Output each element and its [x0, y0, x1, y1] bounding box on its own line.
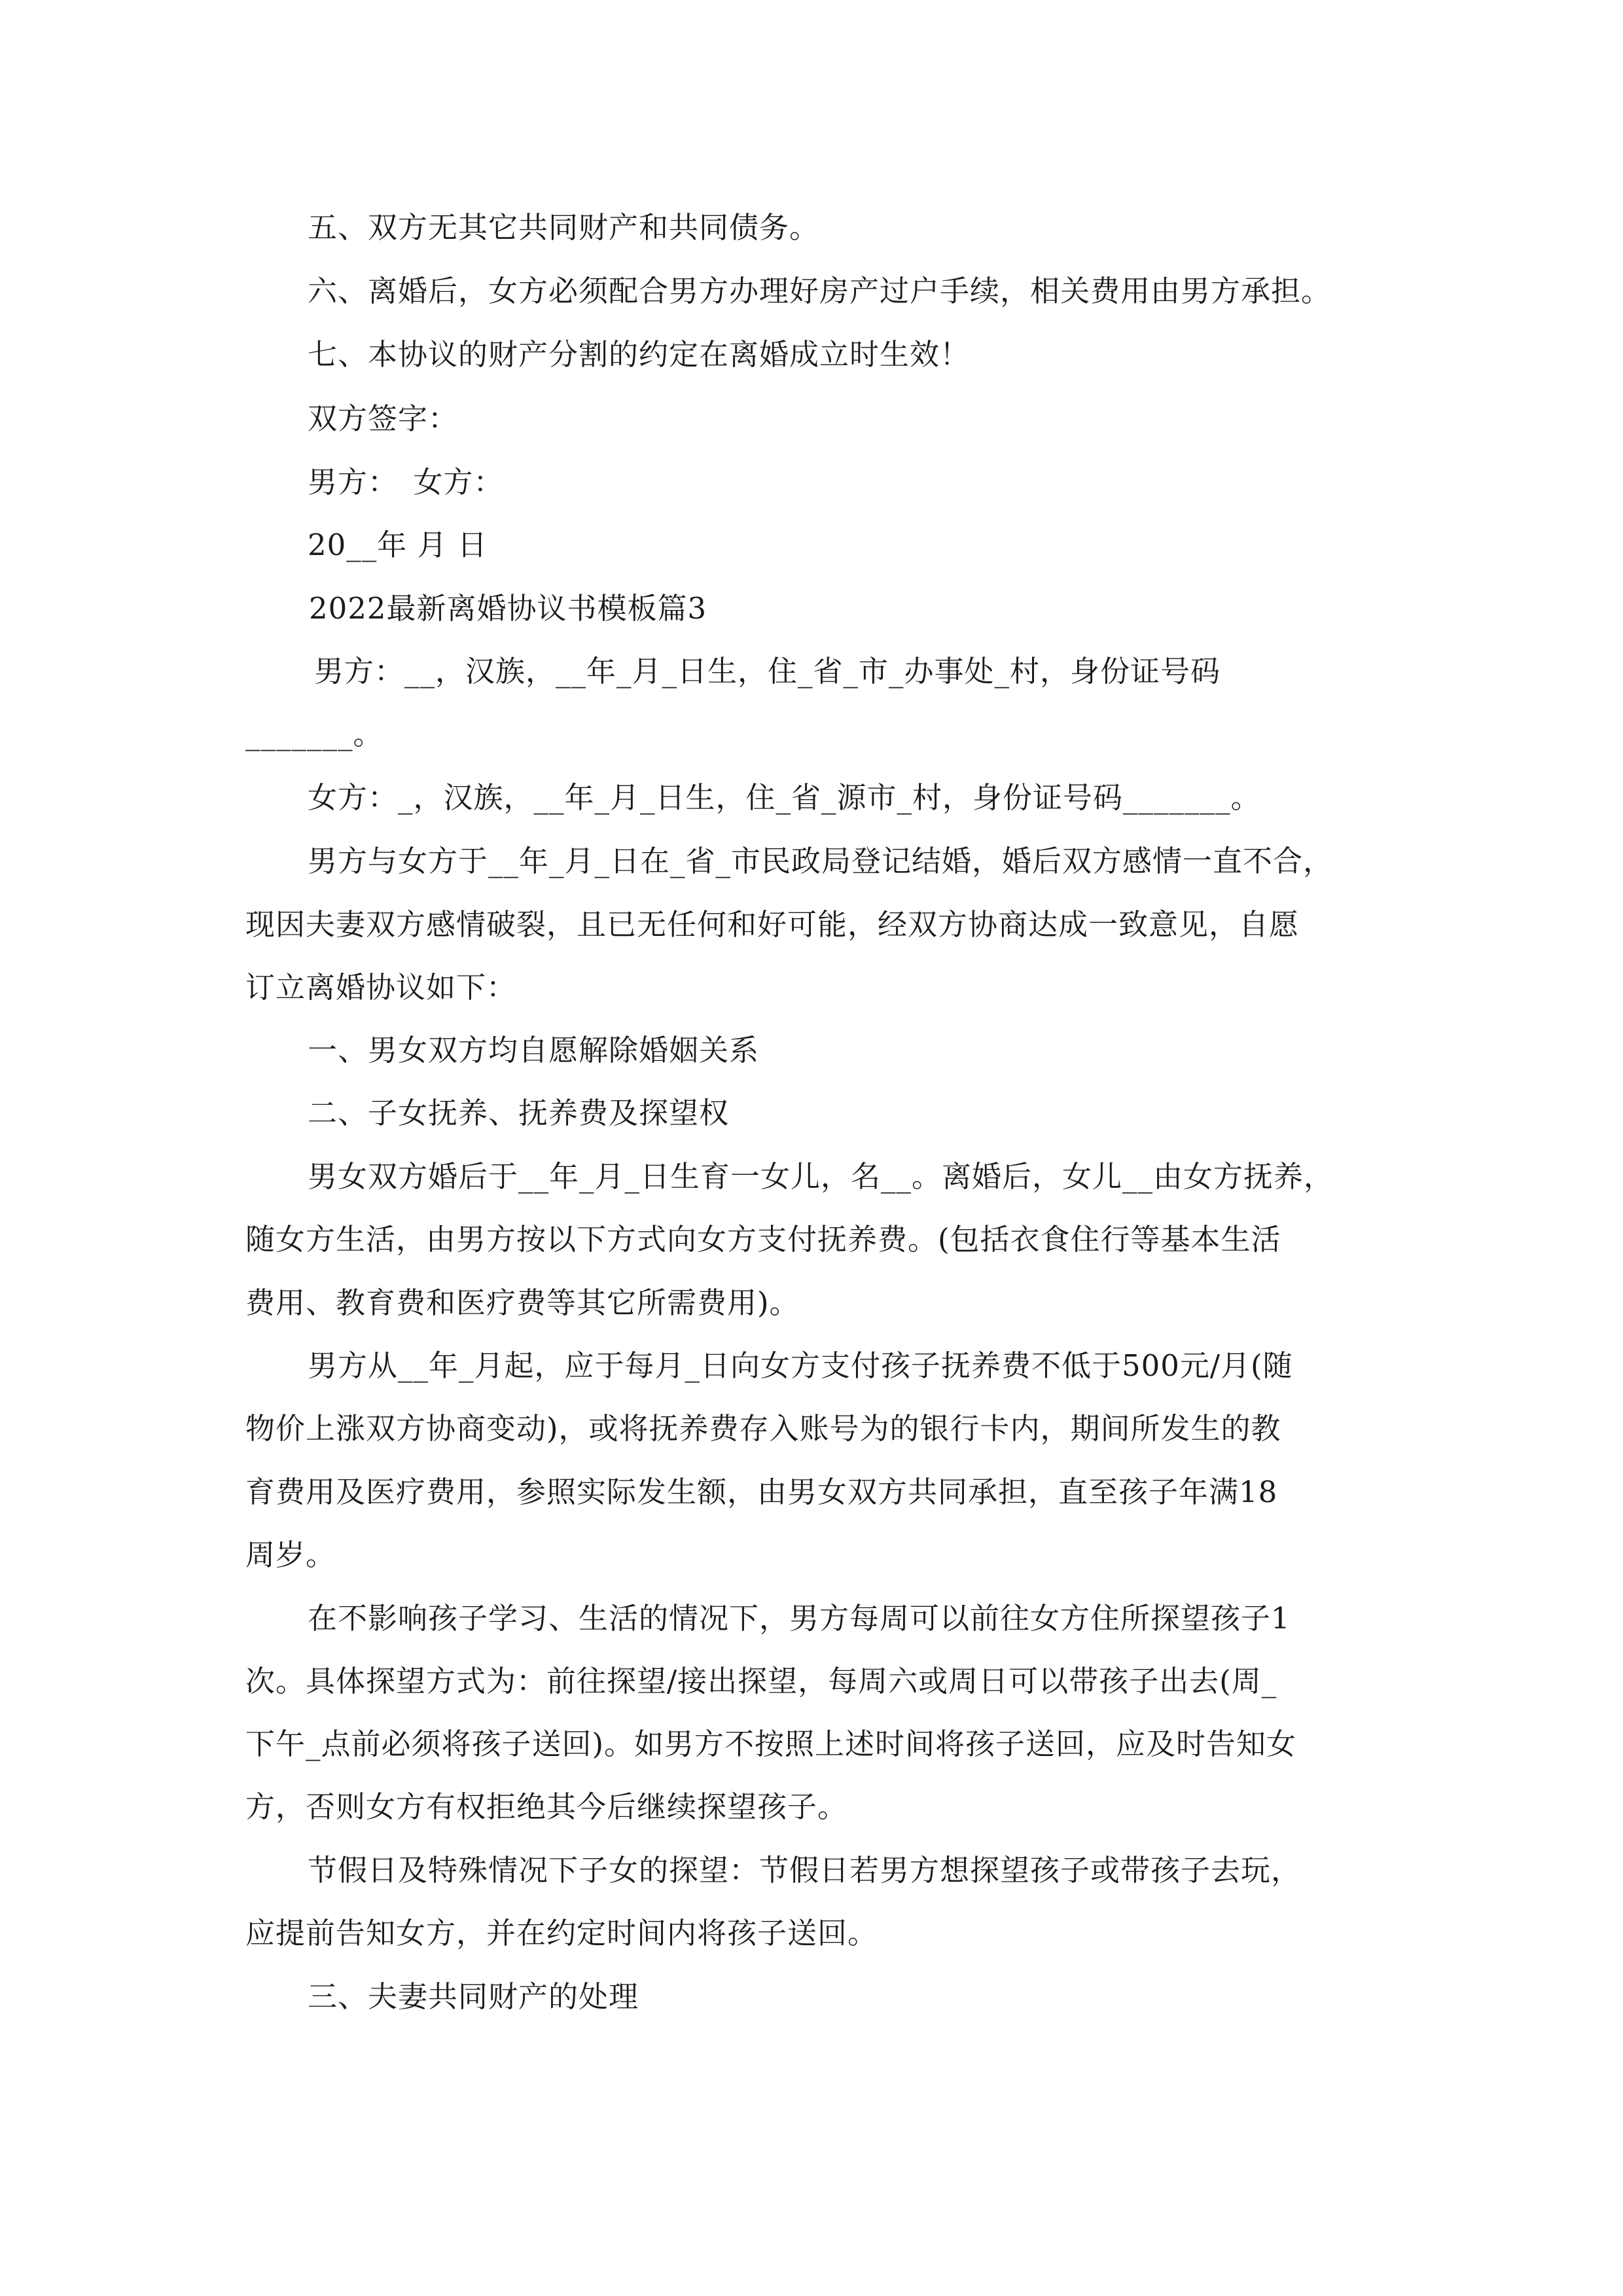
article-3-heading: 三、夫妻共同财产的处理 [308, 1979, 639, 2014]
husband-id-continuation: _______。 [245, 717, 383, 751]
wife-info: 女方：_，汉族，__年_月_日生，住_省_源市_村，身份证号码_______。 [308, 780, 1261, 815]
clause-5: 五、双方无其它共同财产和共同债务。 [308, 210, 820, 245]
support-paragraph-line-1: 男方从__年_月起，应于每月_日向女方支付孩子抚养费不低于500元/月(随 [308, 1348, 1293, 1383]
marriage-paragraph-line-3: 订立离婚协议如下： [245, 970, 517, 1005]
section-title: 2022最新离婚协议书模板篇3 [309, 591, 707, 626]
marriage-paragraph-line-1: 男方与女方于__年_月_日在_省_市民政局登记结婚，婚后双方感情一直不合， [308, 844, 1334, 878]
support-paragraph-line-2: 物价上涨双方协商变动)，或将抚养费存入账号为的银行卡内，期间所发生的教 [245, 1411, 1281, 1446]
support-paragraph-line-4: 周岁。 [245, 1537, 336, 1572]
article-2-heading: 二、子女抚养、抚养费及探望权 [308, 1096, 730, 1130]
custody-paragraph-line-2: 随女方生活，由男方按以下方式向女方支付抚养费。(包括衣食住行等基本生活 [245, 1222, 1281, 1257]
support-paragraph-line-3: 育费用及医疗费用，参照实际发生额，由男女双方共同承担，直至孩子年满18 [245, 1475, 1278, 1509]
holiday-paragraph-line-1: 节假日及特殊情况下子女的探望：节假日若男方想探望孩子或带孩子去玩， [308, 1853, 1302, 1888]
signature-heading: 双方签字： [308, 401, 459, 436]
visitation-paragraph-line-3: 下午_点前必须将孩子送回)。如男方不按照上述时间将孩子送回，应及时告知女 [245, 1727, 1297, 1761]
article-1: 一、男女双方均自愿解除婚姻关系 [308, 1033, 760, 1067]
signature-date: 20__年 月 日 [308, 528, 488, 562]
clause-7: 七、本协议的财产分割的约定在离婚成立时生效！ [308, 337, 971, 372]
custody-paragraph-line-3: 费用、教育费和医疗费等其它所需费用)。 [245, 1285, 800, 1320]
visitation-paragraph-line-1: 在不影响孩子学习、生活的情况下，男方每周可以前往女方住所探望孩子1 [308, 1601, 1291, 1636]
visitation-paragraph-line-2: 次。具体探望方式为：前往探望/接出探望，每周六或周日可以带孩子出去(周_ [245, 1664, 1277, 1698]
visitation-paragraph-line-4: 方，否则女方有权拒绝其今后继续探望孩子。 [245, 1789, 848, 1824]
clause-6: 六、离婚后，女方必须配合男方办理好房产过户手续，相关费用由男方承担。 [308, 274, 1332, 308]
husband-info: 男方：__，汉族，__年_月_日生，住_省_市_办事处_村，身份证号码 [314, 654, 1221, 689]
signature-parties: 男方： 女方： [308, 465, 504, 499]
custody-paragraph-line-1: 男女双方婚后于__年_月_日生育一女儿，名__。离婚后，女儿__由女方抚养， [308, 1159, 1334, 1194]
holiday-paragraph-line-2: 应提前告知女方，并在约定时间内将孩子送回。 [245, 1916, 878, 1950]
marriage-paragraph-line-2: 现因夫妻双方感情破裂，且已无任何和好可能，经双方协商达成一致意见，自愿 [245, 907, 1300, 942]
